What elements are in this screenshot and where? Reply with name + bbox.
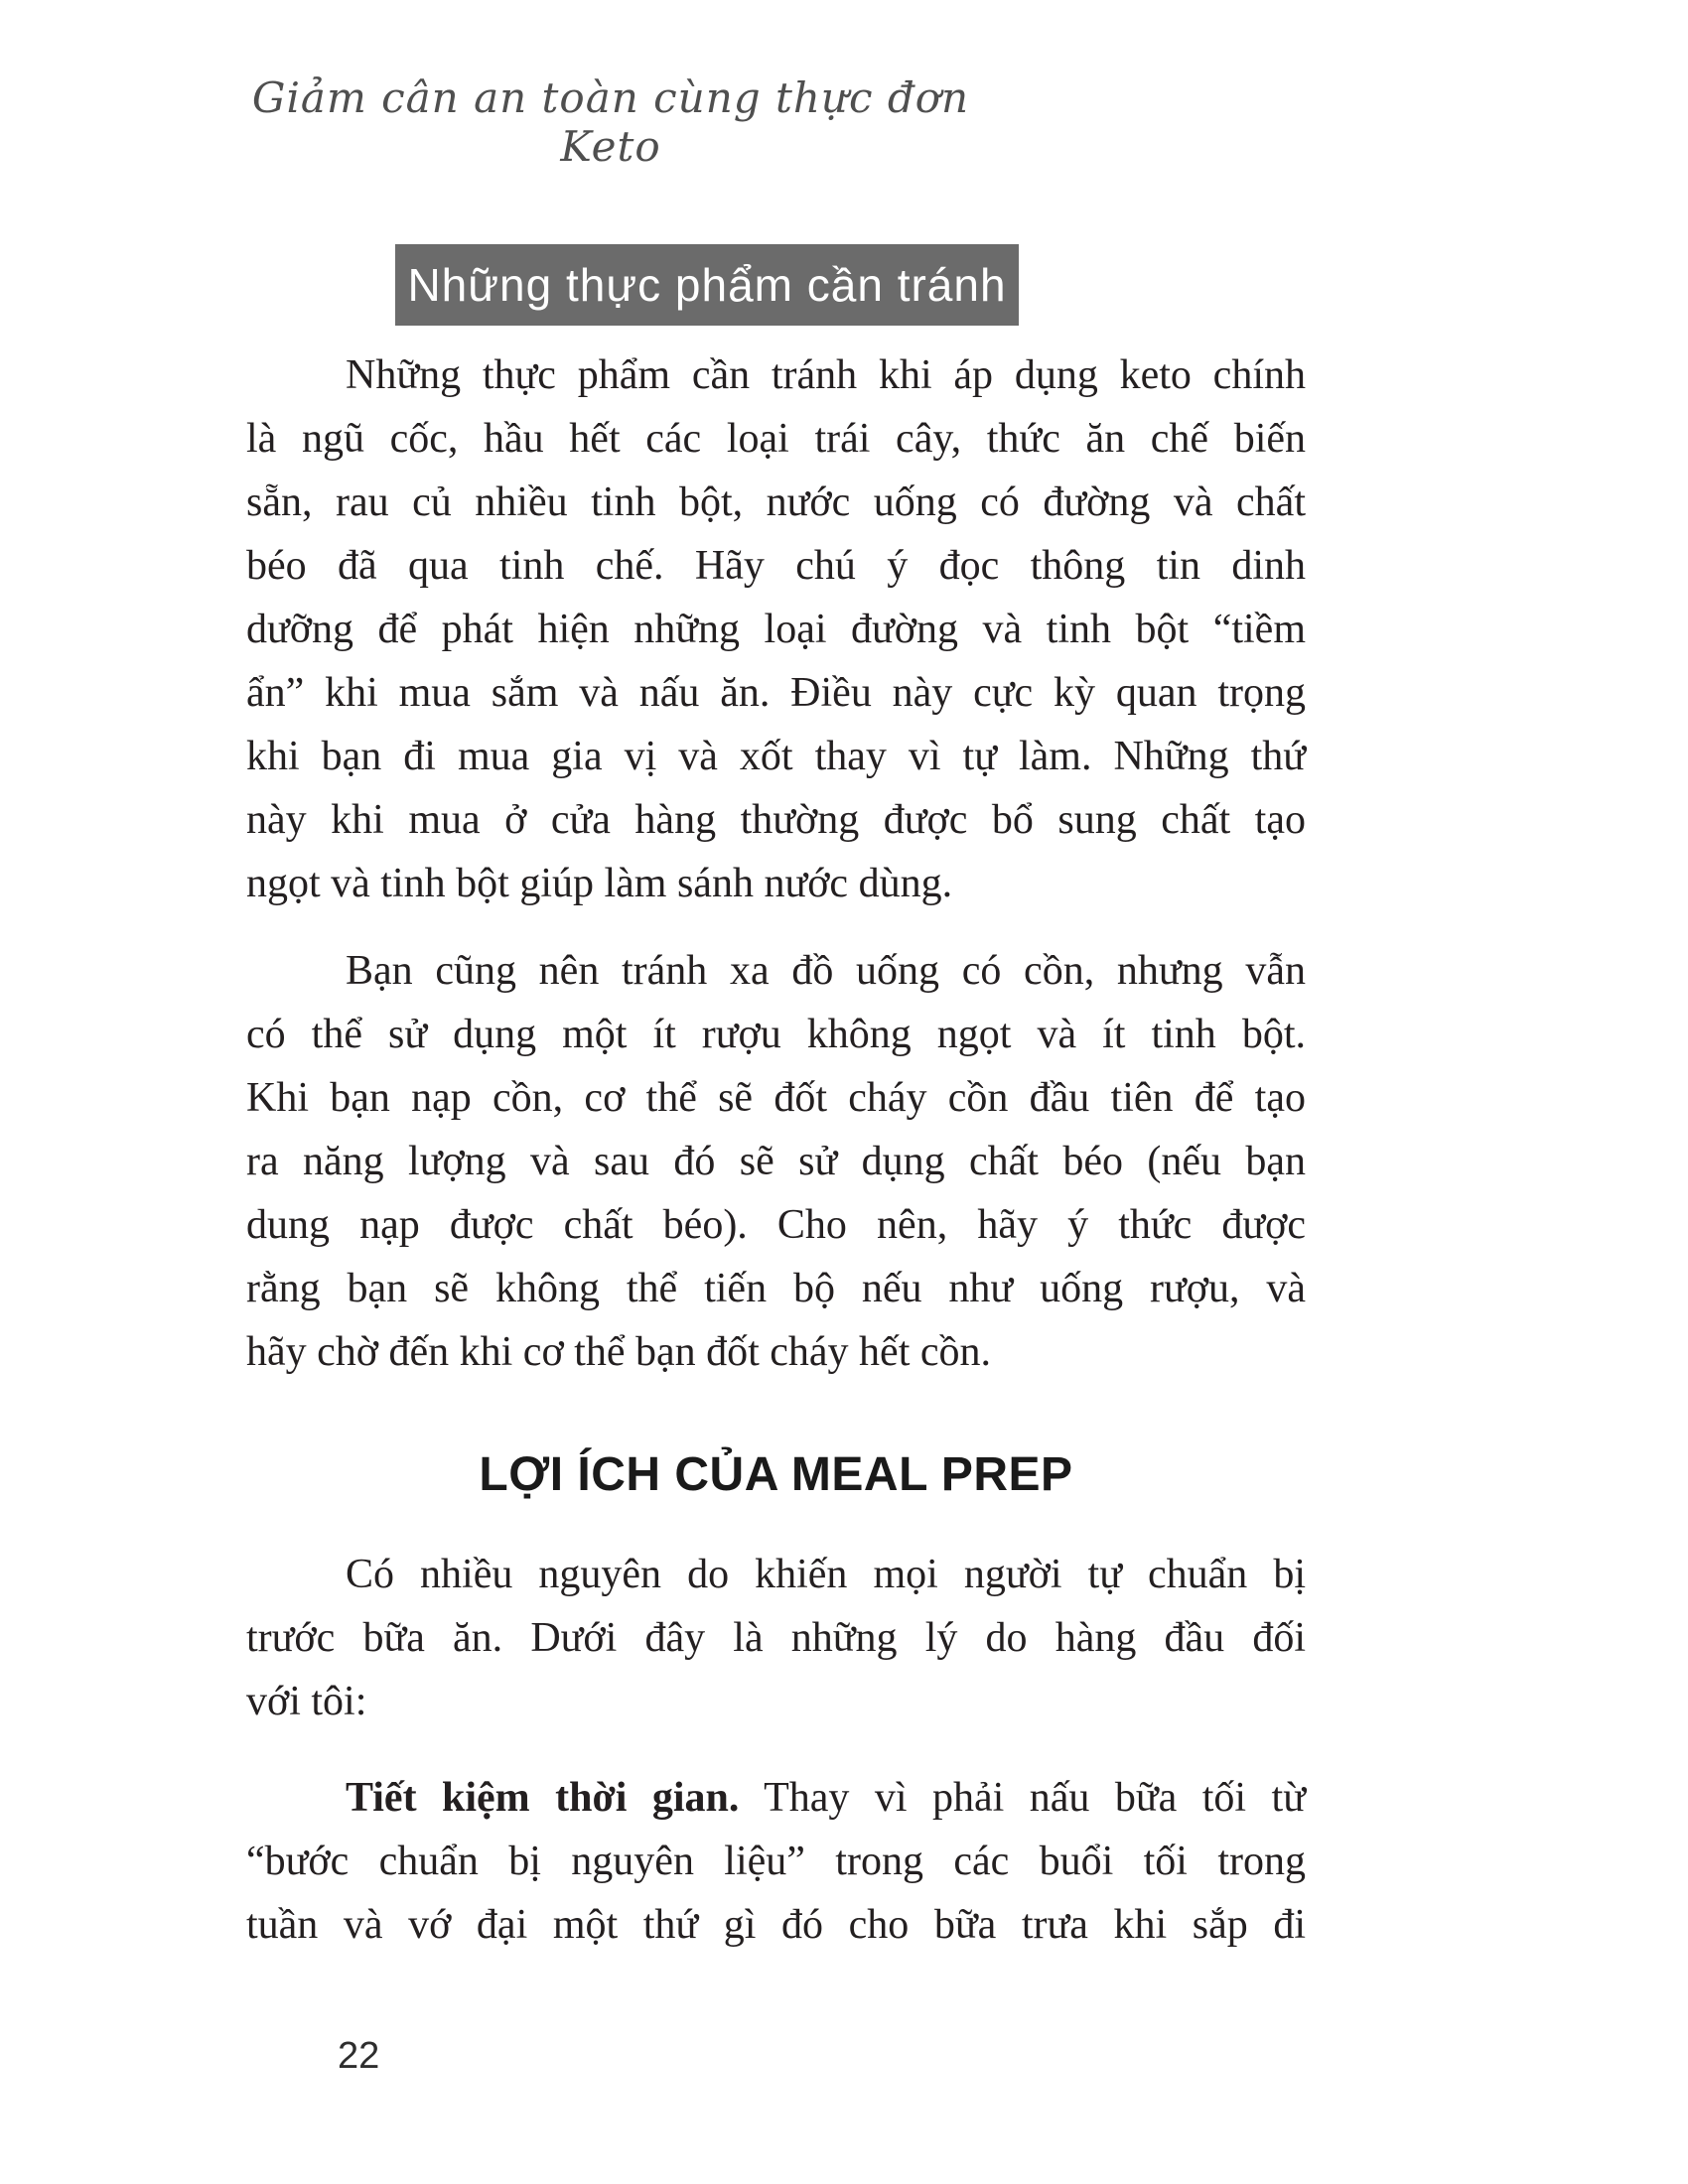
text-line: ra năng lượng và sau đó sẽ sử dụng chất béo (nếu bạn [246,1139,1306,1184]
text-line: là ngũ cốc, hầu hết các loại trái cây, thức ăn chế biến [246,416,1306,462]
text-line: khi bạn đi mua gia vị và xốt thay vì tự làm. Những thứ [246,734,1306,779]
heading-meal-prep-benefits: LỢI ÍCH CỦA MEAL PREP [479,1448,1073,1501]
text-line: Có nhiều nguyên do khiến mọi người tự chuẩn bị [346,1552,1306,1597]
paragraph-save-time [246,1766,1306,1957]
text-line: sẵn, rau củ nhiều tinh bột, nước uống có đường và chất [246,479,1306,525]
text-line: với tôi: [246,1679,367,1724]
text-line: dung nạp được chất béo). Cho nên, hãy ý thức được [246,1202,1306,1248]
section-heading-box [395,244,1019,326]
text-line: béo đã qua tinh chế. Hãy chú ý đọc thông tin dinh [246,543,1306,589]
text-line: Những thực phẩm cần tránh khi áp dụng keto chính [346,352,1306,398]
running-head: Giảm cân an toàn cùng thực đơn Keto [251,73,970,171]
text-line: tuần và vớ đại một thứ gì đó cho bữa trưa khi sắp đi [246,1902,1306,1948]
text-line: rằng bạn sẽ không thể tiến bộ nếu như uống rượu, và [246,1266,1306,1311]
paragraph-foods-to-avoid [246,343,1306,915]
text-line: hãy chờ đến khi cơ thể bạn đốt cháy hết cồn. [246,1329,992,1375]
text-line: Tiết kiệm thời gian. Thay vì phải nấu bữa tối từ [346,1775,1306,1821]
text-line: trước bữa ăn. Dưới đây là những lý do hàng đầu đối [246,1615,1306,1661]
text-line: ngọt và tinh bột giúp làm sánh nước dùng. [246,861,953,906]
text-line: này khi mua ở cửa hàng thường được bổ sung chất tạo [246,797,1306,843]
text-line: Khi bạn nạp cồn, cơ thể sẽ đốt cháy cồn đầu tiên để tạo [246,1075,1306,1121]
text-line: Bạn cũng nên tránh xa đồ uống có cồn, nhưng vẫn [346,948,1306,994]
paragraph-alcohol-advice [246,939,1306,1384]
text-line: ẩn” khi mua sắm và nấu ăn. Điều này cực kỳ quan trọng [246,670,1306,716]
text-line: có thể sử dụng một ít rượu không ngọt và ít tinh bột. [246,1012,1306,1057]
text-line: dưỡng để phát hiện những loại đường và tinh bột “tiềm [246,607,1306,652]
text-line: “bước chuẩn bị nguyên liệu” trong các buổi tối trong [246,1839,1306,1884]
paragraph-meal-prep-intro [246,1543,1306,1733]
section-heading-title: Những thực phẩm cần tránh [407,259,1007,311]
page-number: 22 [338,2035,380,2077]
